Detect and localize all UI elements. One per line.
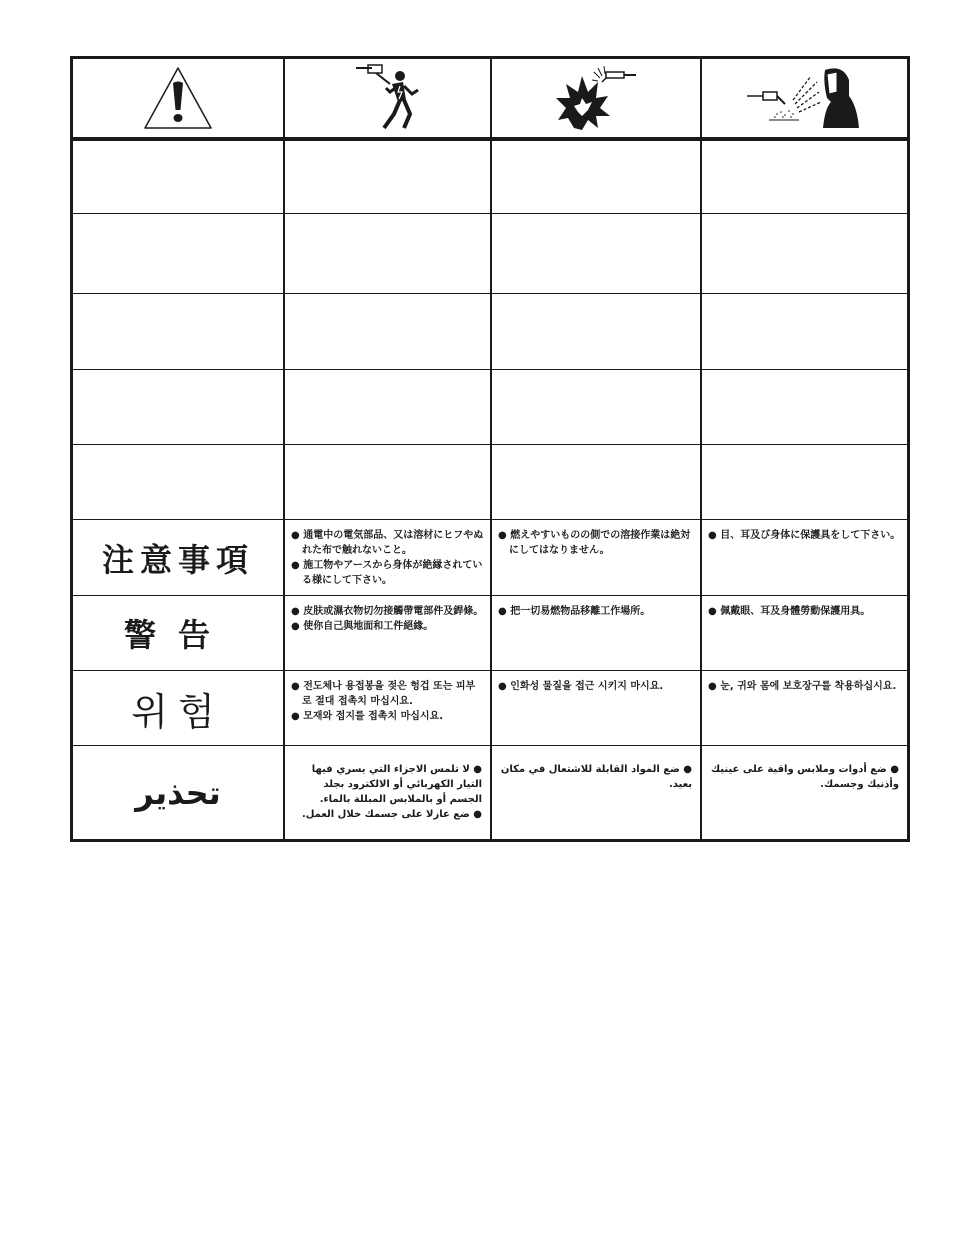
row-japanese [73,520,907,596]
icon-header-row [73,59,907,141]
blank-row-2 [73,214,907,294]
japanese-rays-text: ● 目、耳及び身体に保護具をして下さい。 [708,530,901,541]
blank-row-4 [73,370,907,445]
korean-rays-text: ● 눈, 귀와 몸에 보호장구를 착용하십시요. [708,681,897,692]
arabic-rays-text: ● ضع أدوات وملابس واقية على عينيك وأذنيك وجسمك. [710,764,899,790]
chinese-rays-text: ● 佩戴眼、耳及身體勞動保護用具。 [708,606,871,617]
label-chinese: 警告 [123,616,232,654]
label-korean: 위험 [131,689,225,734]
warning-table [70,56,910,842]
label-arabic: تحذير [135,773,221,812]
blank-row-1 [73,141,907,214]
arabic-fire-text: ● ضع المواد القابلة للاشتعال في مكان بعيد. [500,764,692,790]
warning-triangle-icon [142,65,214,131]
arabic-shock-text: ● لا تلمس الاجزاء التي يسري فيها التيار الكهربائي أو الالكترود بجلد الجسم أو بالملابس المبللة بالماء. ● ضع عازلا على جسمك خلال العمل. [301,764,482,820]
icon-cell-warning [73,59,285,137]
korean-fire-text: ● 인화성 물질을 접근 시키지 마시요. [498,681,664,692]
chinese-fire-text: ● 把一切易燃物品移離工作場所。 [498,606,651,617]
row-korean [73,671,907,746]
icon-cell-shock [285,59,492,137]
electric-shock-icon [348,62,428,134]
icon-cell-fire [492,59,702,137]
blank-row-3 [73,294,907,370]
japanese-fire-text: ● 燃えやすいものの側での溶接作業は絶対にしてはなりません。 [498,530,691,556]
row-arabic [73,746,907,839]
chinese-shock-text: ● 皮肤或濕衣物切勿接觸帶電部件及銲條。 ● 使你自己與地面和工件絕緣。 [291,606,484,632]
blank-row-5 [73,445,907,520]
icon-cell-rays [702,59,907,137]
japanese-shock-text: ● 通電中の電気部品、又は溶材にヒフやぬれた布で触れないこと。 ● 施工物やアースから身体が絶縁されている様にして下さい。 [291,530,484,586]
korean-shock-text: ● 전도체나 용접봉을 젖은 헝겁 또는 피부로 절대 접촉치 마십시요. ● 모재와 접지를 접촉치 마십시요. [291,681,476,722]
label-japanese: 注意事項 [101,540,254,579]
arc-rays-icon [745,62,865,134]
row-chinese [73,596,907,671]
fire-explosion-icon [554,62,638,134]
